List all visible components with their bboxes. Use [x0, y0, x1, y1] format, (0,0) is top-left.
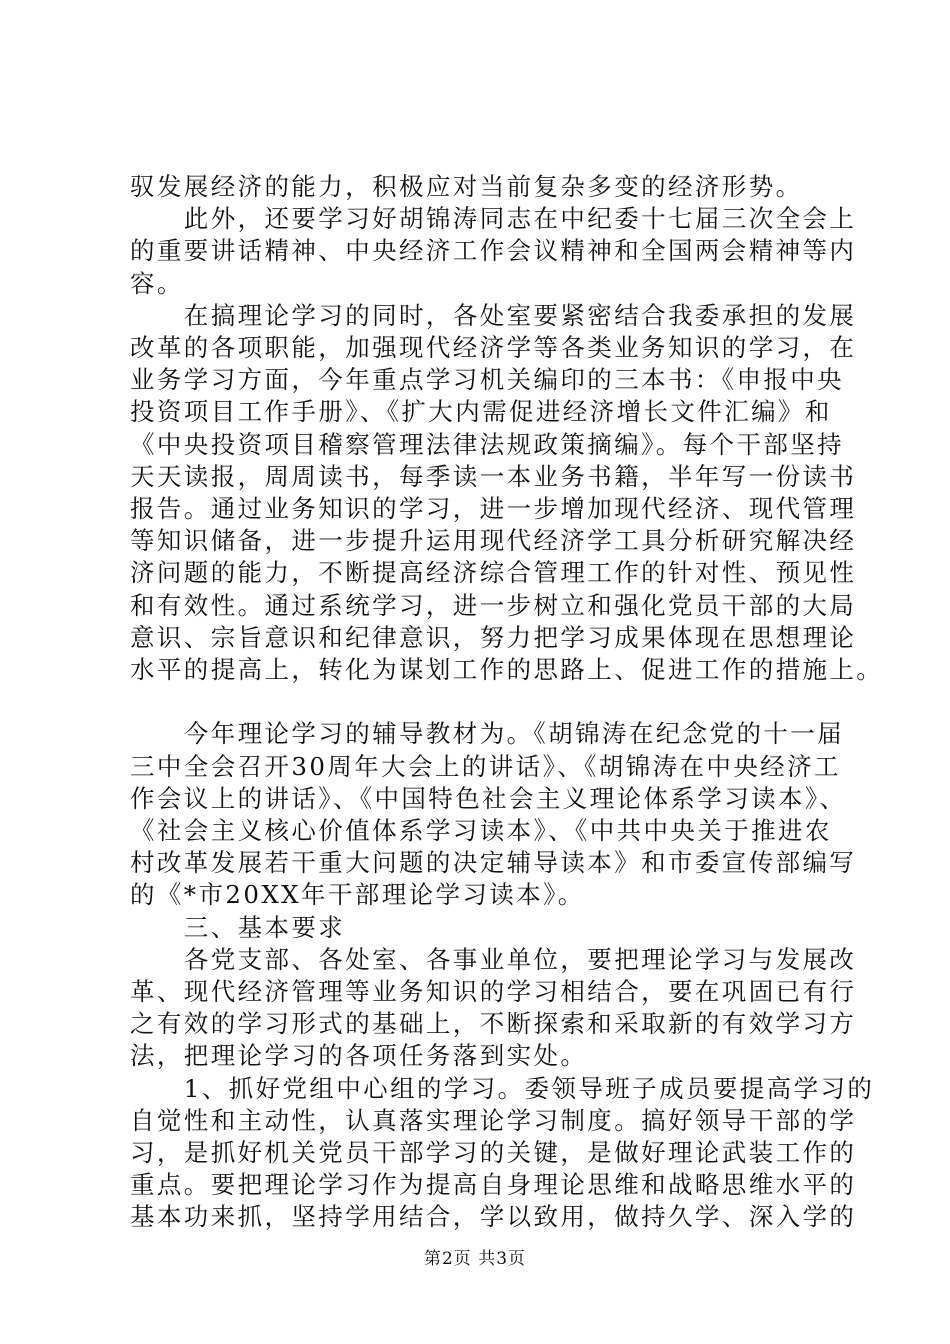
body-text-line: 革、现代经济管理等业务知识的学习相结合，要在巩固已有行: [130, 977, 857, 1006]
body-text-line: 的重要讲话精神、中央经济工作会议精神和全国两会精神等内: [130, 236, 857, 265]
body-text-line: 等知识储备，进一步提升运用现代经济学工具分析研究解决经: [130, 526, 857, 555]
body-text-line: 三中全会召开30周年大会上的讲话》、《胡锦涛在中央经济工: [130, 752, 841, 781]
body-text-line: 作会议上的讲话》、《中国特色社会主义理论体系学习读本》、: [130, 784, 847, 813]
body-text-line: 和有效性。通过系统学习，进一步树立和强化党员干部的大局: [130, 591, 857, 620]
body-text-line: 业务学习方面，今年重点学习机关编印的三本书：《申报中央: [130, 365, 845, 394]
body-text-line: 今年理论学习的辅导教材为。《胡锦涛在纪念党的十一届: [130, 719, 845, 748]
body-text-line: 法，把理论学习的各项任务落到实处。: [130, 1041, 588, 1070]
section-heading: 三、基本要求: [130, 913, 346, 942]
body-text-line: 济问题的能力，不断提高经济综合管理工作的针对性、预见性: [130, 558, 857, 587]
body-text-line: 村改革发展若干重大问题的决定辅导读本》和市委宣传部编写: [130, 848, 857, 877]
body-text-line: 各党支部、各处室、各事业单位，要把理论学习与发展改: [130, 945, 857, 974]
body-text-line: 重点。要把理论学习作为提高自身理论思维和战略思维水平的: [130, 1170, 857, 1199]
body-text-line: 此外，还要学习好胡锦涛同志在中纪委十七届三次全会上: [130, 204, 857, 233]
body-text-line: 《中央投资项目稽察管理法律法规政策摘编》。每个干部坚持: [130, 430, 845, 459]
body-text-line: 1、抓好党组中心组的学习。委领导班子成员要提高学习的: [130, 1074, 875, 1103]
body-text-line: 《社会主义核心价值体系学习读本》、《中共中央关于推进农: [130, 816, 832, 845]
body-text-line: 投资项目工作手册》、《扩大内需促进经济增长文件汇编》和: [130, 397, 832, 426]
page-number-footer: 第2页 共3页: [423, 1249, 527, 1269]
body-text-line: 报告。通过业务知识的学习，进一步增加现代经济、现代管理: [130, 494, 857, 523]
body-text-line: 容。: [130, 269, 184, 298]
body-text-line: 自觉性和主动性，认真落实理论学习制度。搞好领导干部的学: [130, 1106, 857, 1135]
body-text-line: 改革的各项职能，加强现代经济学等各类业务知识的学习，在: [130, 333, 857, 362]
body-text-line: 驭发展经济的能力，积极应对当前复杂多变的经济形势。: [130, 172, 803, 201]
body-text-line: 基本功来抓，坚持学用结合，学以致用，做持久学、深入学的: [130, 1202, 857, 1231]
body-text-line: 的《*市20XX年干部理论学习读本》。: [130, 880, 585, 909]
body-text-line: 习，是抓好机关党员干部学习的关键，是做好理论武装工作的: [130, 1138, 857, 1167]
body-text-line: 在搞理论学习的同时，各处室要紧密结合我委承担的发展: [130, 301, 857, 330]
body-text-line: 水平的提高上，转化为谋划工作的思路上、促进工作的措施上。: [130, 655, 884, 684]
body-text-line: 天天读报，周周读书，每季读一本业务书籍，半年写一份读书: [130, 462, 857, 491]
body-text-line: 之有效的学习形式的基础上，不断探索和采取新的有效学习方: [130, 1009, 857, 1038]
body-text-line: 意识、宗旨意识和纪律意识，努力把学习成果体现在思想理论: [130, 623, 857, 652]
